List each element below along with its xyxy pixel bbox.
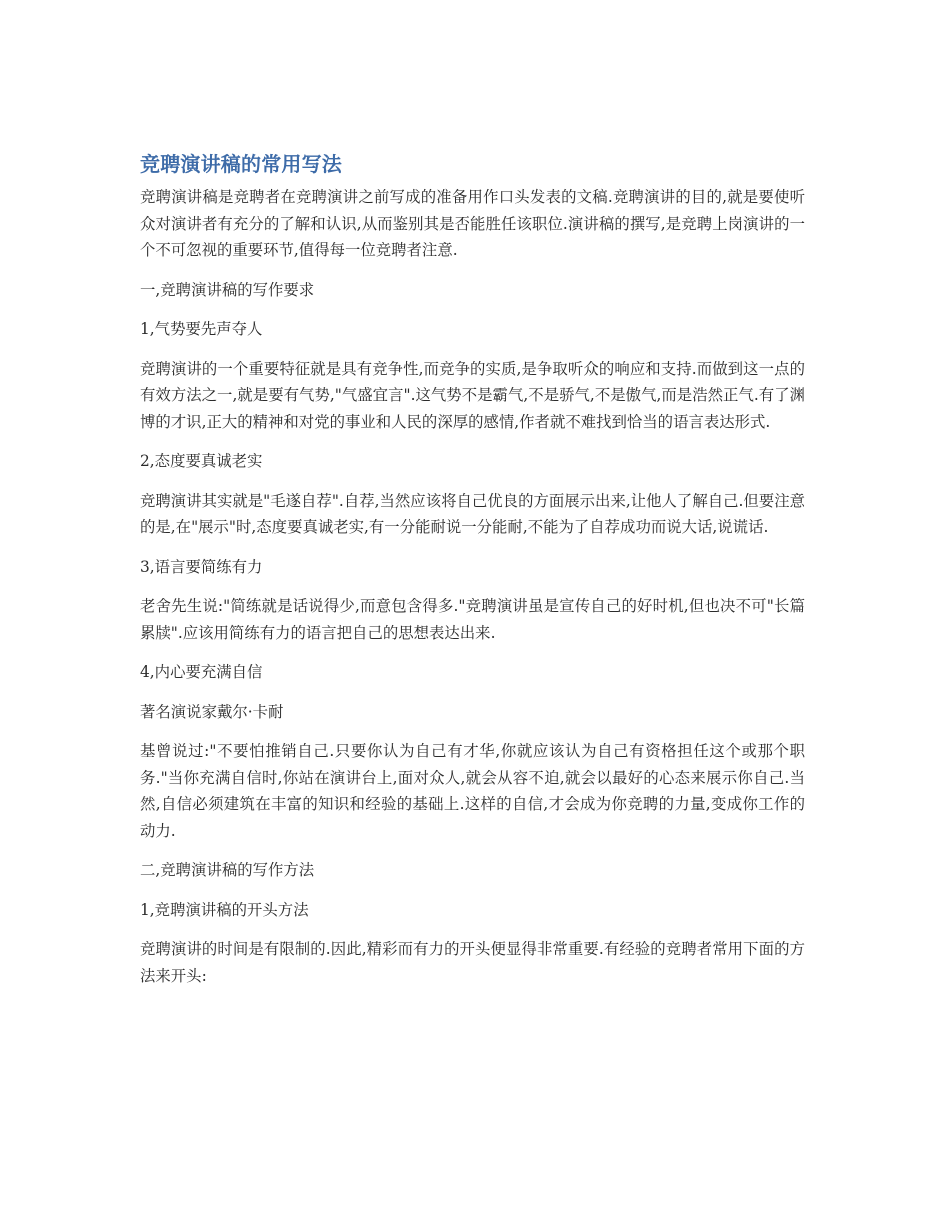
subheading-confidence: 4,内心要充满自信: [140, 663, 263, 681]
subheading-opening-methods: 1,竞聘演讲稿的开头方法: [140, 900, 309, 919]
intro-paragraph: 竞聘演讲稿是竞聘者在竞聘演讲之前写成的准备用作口头发表的文稿.竞聘演讲的目的,就是要使听众对演讲者有充分的了解和认识,从而鉴别其是否能胜任该职位.演讲稿的撰写,是竞聘上岗演讲的一个不可忽视的重要环节,值得每一位竞聘者注意.: [140, 188, 805, 259]
paragraph-opening-methods: 竞聘演讲的时间是有限制的.因此,精彩而有力的开头便显得非常重要.有经验的竞聘者常用下面的方法来开头:: [140, 940, 805, 985]
subheading-sincerity: 2,态度要真诚老实: [140, 452, 263, 470]
paragraph-carnegie-intro: 著名演说家戴尔·卡耐: [140, 702, 284, 721]
subheading-momentum: 1,气势要先声夺人: [140, 320, 263, 338]
paragraph-confidence: 基曾说过:"不要怕推销自己.只要你认为自己有才华,你就应该认为自己有资格担任这个或那个职务."当你充满自信时,你站在演讲台上,面对众人,就会从容不迫,就会以最好的心态来展示你自己.当然,自信必须建筑在丰富的知识和经验的基础上.这样的自信,才会成为你竞聘的力量,变成你工作的动力.: [140, 742, 805, 840]
subheading-concise-language: 3,语言要简练有力: [140, 557, 263, 576]
document-title: 竞聘演讲稿的常用写法: [140, 152, 342, 176]
paragraph-concise-language: 老舍先生说:"简练就是话说得少,而意包含得多."竞聘演讲虽是宣传自己的好时机,但也决不可"长篇累牍".应该用简练有力的语言把自己的思想表达出来.: [140, 597, 805, 642]
paragraph-sincerity: 竞聘演讲其实就是"毛遂自荐".自荐,当然应该将自己优良的方面展示出来,让他人了解自己.但要注意的是,在"展示"时,态度要真诚老实,有一分能耐说一分能耐,不能为了自荐成功而说大话,说谎话.: [140, 491, 805, 536]
section-heading-requirements: 一,竞聘演讲稿的写作要求: [140, 280, 315, 299]
document-page: [140, 150, 805, 1002]
paragraph-momentum: 竞聘演讲的一个重要特征就是具有竞争性,而竞争的实质,是争取听众的响应和支持.而做到这一点的有效方法之一,就是要有气势,"气盛宜言".这气势不是霸气,不是骄气,不是傲气,而是浩然正气.有了渊博的才识,正大的精神和对党的事业和人民的深厚的感情,作者就不难找到恰当的语言表达形式.: [140, 359, 805, 431]
section-heading-methods: 二,竞聘演讲稿的写作方法: [140, 861, 315, 879]
